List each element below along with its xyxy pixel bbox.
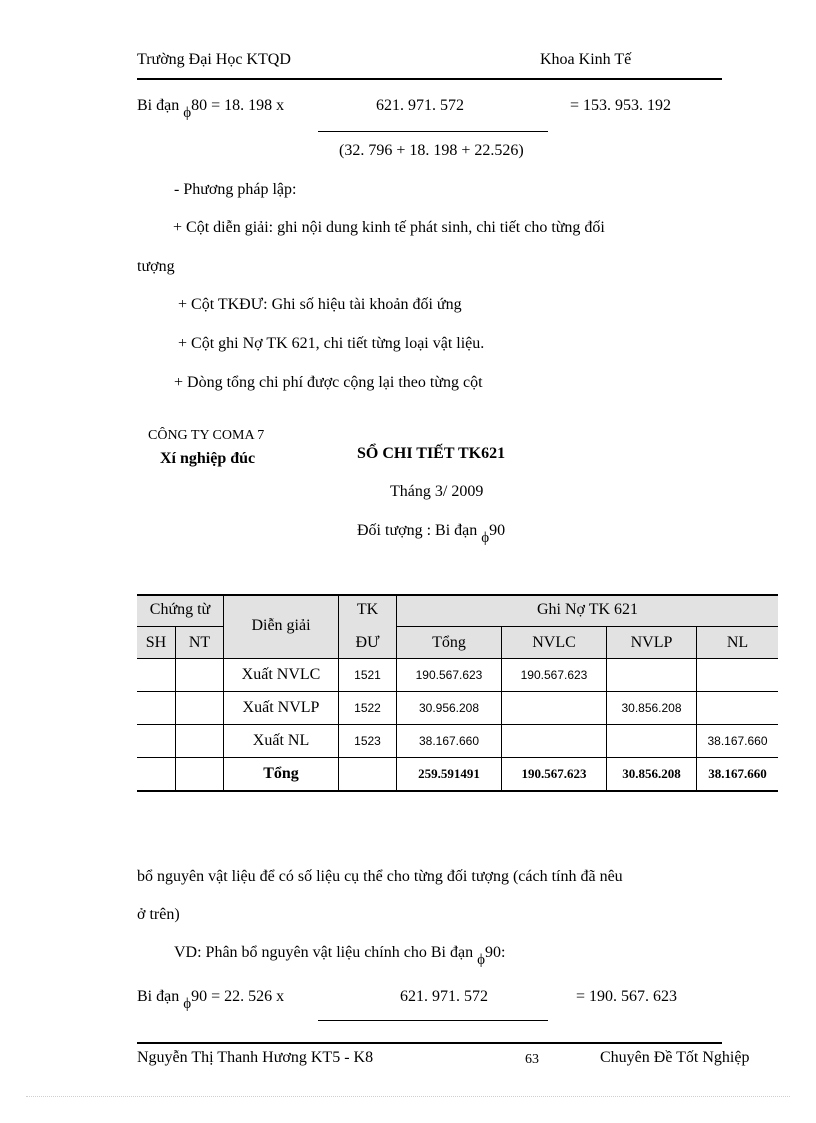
row-1-tk: 1521 [354,668,381,682]
row-1-description: Xuất NVLC [241,666,321,683]
sum-total: 259.591491 [418,766,480,781]
header-faculty: Khoa Kinh Tế [540,51,632,68]
ledger-title: SỔ CHI TIẾT TK621 [357,445,506,462]
formula1-lhs: Bi đạn ϕ80 = 18. 198 x [137,97,285,121]
row-3-tk: 1523 [354,734,381,748]
header-voucher: Chứng từ [149,601,211,618]
phi-symbol: ϕ [481,530,490,546]
method-line-2: + Cột TKĐƯ: Ghi số hiệu tài khoản đối ứng [178,296,462,313]
row-1-nvlp [607,659,696,691]
company-unit: Xí nghiệp đúc [160,450,256,467]
row-1-total: 190.567.623 [415,668,483,682]
para-line-1: bổ nguyên vật liệu để có số liệu cụ thể cho từng đối tượng (cách tính đã nêu [137,868,623,885]
row-1-nvlc: 190.567.623 [520,668,588,682]
ledger-table [137,594,778,792]
phi-symbol: ϕ [183,105,192,121]
formula2-lhs: Bi đạn ϕ90 = 22. 526 x [137,988,285,1012]
row-2-description: Xuất NVLP [242,699,320,716]
header-description: Diễn giải [251,617,311,634]
sum-nl: 38.167.660 [708,766,767,781]
sum-nvlc: 190.567.623 [521,766,587,781]
row-3-description: Xuất NL [252,732,310,749]
header-du: ĐƯ [355,633,380,651]
row-1-nl [697,659,778,691]
formula1-numerator: 621. 971. 572 [376,97,464,114]
footer-author: Nguyễn Thị Thanh Hương KT5 - K8 [137,1049,374,1066]
header-nl: NL [726,633,749,651]
row-2-nl [697,692,778,724]
formula1-denominator: (32. 796 + 18. 198 + 22.526) [339,142,524,159]
formula1-result: = 153. 953. 192 [570,97,672,114]
method-line-1-cont: tượng [137,258,175,275]
page-edge-divider [26,1096,790,1097]
method-title: - Phương pháp lập: [174,181,297,198]
row-2-total: 30.956.208 [418,701,480,715]
example-line: VD: Phân bổ nguyên vật liệu chính cho Bi đạn ϕ90: [174,944,506,968]
phi-symbol: ϕ [183,996,192,1012]
sum-nvlp: 30.856.208 [622,766,681,781]
para-line-2: ở trên) [137,906,180,923]
ledger-month: Tháng 3/ 2009 [390,483,484,500]
header-nt: NT [188,633,211,651]
row-2-tk: 1522 [354,701,381,715]
formula2-fraction-bar [318,1020,548,1021]
footer-title: Chuyên Đề Tốt Nghiệp [600,1049,750,1066]
method-line-4: + Dòng tổng chi phí được cộng lại theo từng cột [174,374,483,391]
formula1-fraction-bar [318,131,548,132]
phi-symbol: ϕ [477,952,485,968]
formula2-numerator: 621. 971. 572 [400,988,488,1005]
header-school: Trường Đại Học KTQD [137,51,291,68]
row-3-total: 38.167.660 [418,734,480,748]
row-3-nvlp [607,725,696,757]
header-nvlp: NVLP [630,633,673,651]
row-3-nvlc [502,725,606,757]
method-line-1: + Cột diễn giải: ghi nội dung kinh tế phát sinh, chi tiết cho từng đối [173,219,605,236]
header-rule [137,78,722,80]
sum-description: Tổng [263,765,299,782]
company-name: CÔNG TY COMA 7 [148,428,265,443]
row-3-nl: 38.167.660 [707,734,768,748]
header-total: Tổng [432,633,466,651]
footer-rule [137,1042,722,1044]
method-line-3: + Cột ghi Nợ TK 621, chi tiết từng loại vật liệu. [178,335,485,352]
header-tk: TK [356,601,379,618]
row-2-nvlp: 30.856.208 [621,701,682,715]
header-debit: Ghi Nợ TK 621 [536,601,639,618]
header-sh: SH [145,633,167,651]
ledger-object: Đối tượng : Bi đạn ϕ90 [357,522,506,546]
row-2-nvlc [502,692,606,724]
header-nvlc: NVLC [532,633,576,651]
page-number: 63 [525,1052,539,1067]
formula2-result: = 190. 567. 623 [576,988,678,1005]
